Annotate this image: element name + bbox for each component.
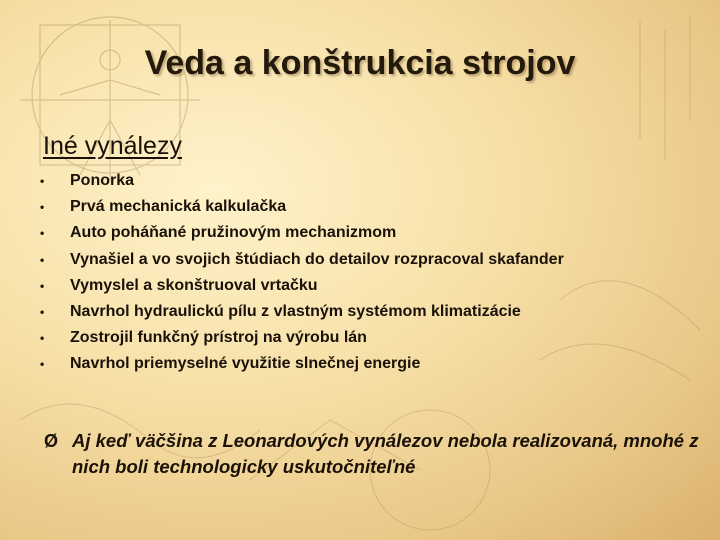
list-item: [40, 168, 680, 194]
conclusion-text: Aj keď väčšina z Leonardových vynálezov nebola realizovaná, mnohé z nich boli technologicky uskutočniteľné: [72, 430, 699, 477]
list-item-text: Vymyslel a skonštruoval vrtačku: [70, 276, 318, 294]
list-item-text: Prvá mechanická kalkulačka: [70, 198, 287, 216]
bullet-icon: •: [40, 200, 45, 215]
list-item-text: Navrhol hydraulickú pílu z vlastným systémom klimatizácie: [70, 302, 521, 320]
list-item: [40, 194, 680, 220]
list-item-text: Auto poháňané pružinovým mechanizmom: [70, 224, 397, 242]
bullet-icon: •: [40, 174, 45, 188]
list-item-text: Navrhol priemyselné využitie slnečnej energie: [70, 355, 421, 373]
list-item: [40, 273, 680, 299]
bullet-icon: •: [40, 252, 45, 267]
conclusion-note: [44, 428, 712, 480]
arrow-bullet-icon: Ø: [44, 431, 59, 451]
list-item-text: Zostrojil funkčný prístroj na výrobu lán: [70, 329, 367, 347]
slide-subtitle: Iné vynálezy: [43, 132, 182, 160]
bullet-icon: •: [40, 304, 45, 319]
bullet-icon: •: [40, 226, 45, 241]
bullet-icon: •: [40, 357, 45, 372]
inventions-list: [40, 168, 680, 378]
slide-title: Veda a konštrukcia strojov: [144, 44, 576, 82]
list-item: [40, 299, 680, 325]
list-item: [40, 325, 680, 351]
list-item: [40, 220, 680, 246]
list-item-text: Ponorka: [70, 172, 135, 189]
list-item-text: Vynašiel a vo svojich štúdiach do detailov rozpracoval skafander: [70, 250, 564, 268]
list-item: [40, 247, 680, 273]
bullet-icon: •: [40, 331, 45, 346]
list-item: [40, 351, 680, 377]
bullet-icon: •: [40, 278, 45, 293]
